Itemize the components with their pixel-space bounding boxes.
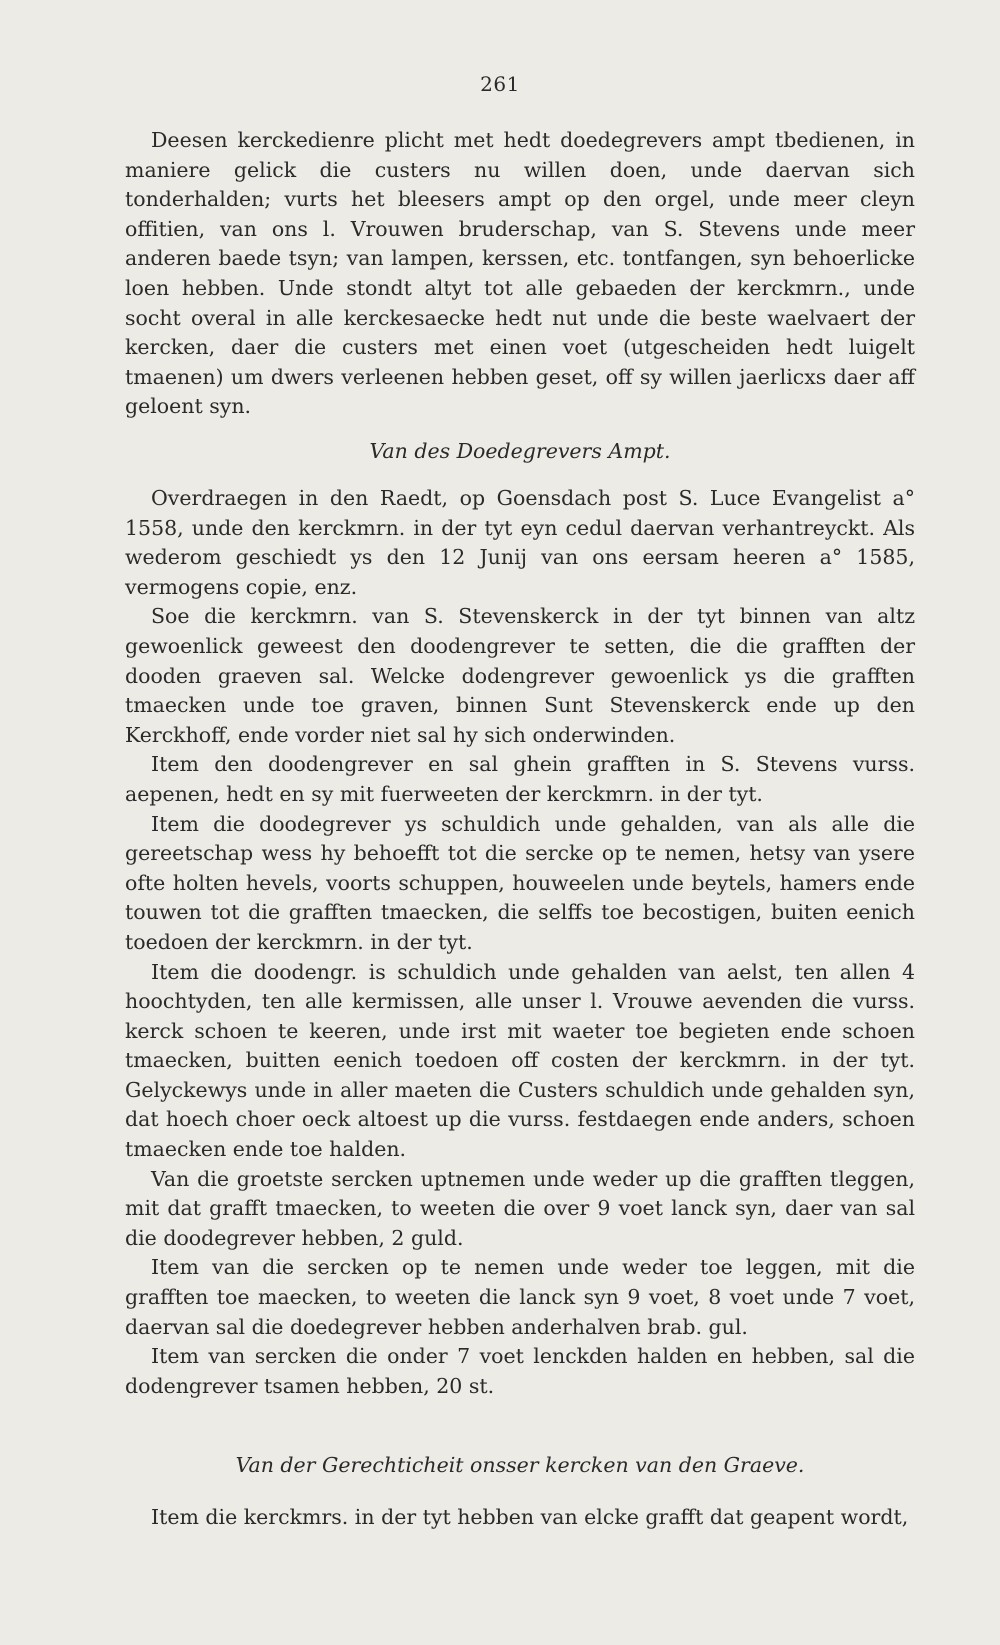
paragraph: Overdraegen in den Raedt, op Goensdach post S. Luce Evangelist a° 1558, unde den kerckmrn. in der tyt eyn cedul daervan verhantreyckt. Als wederom geschiedt ys den 12 Junij van ons eersam heeren a° 1585, vermogens copie, enz.	[125, 486, 915, 599]
paragraph: Item die doodegrever ys schuldich unde gehalden, van als alle die gereetschap wess hy behoefft tot die sercke op te nemen, hetsy van ysere ofte holten hevels, voorts schuppen, houweelen unde beytels, hamers ende touwen tot die grafften tmaecken, die selffs toe becostigen, buiten eenich toedoen der kerckmrn. in der tyt.	[125, 811, 915, 954]
section-heading-gerechticheit: Van der Gerechticheit onsser kercken van den Graeve.	[235, 1453, 805, 1477]
top-text-block	[125, 126, 915, 422]
paragraph: Deesen kerckedienre plicht met hedt doedegrevers ampt tbedienen, in maniere gelick die custers nu willen doen, unde daervan sich tonderhalden; vurts het bleesers ampt op den orgel, unde meer cleyn offitien, van ons l. Vrouwen bruderschap, van S. Stevens unde meer anderen baede tsyn; van lampen, kerssen, etc. tontfangen, syn behoerlicke loen hebben. Unde stondt altyt tot alle gebaeden der kerckmrn., unde socht overal in alle kerckesaecke hedt nut unde die beste waelvaert der kercken, daer die custers met einen voet (utgescheiden hedt luigelt tmaenen) um dwers verleenen hebben geset, off sy willen jaerlicxs daer aff geloent syn.	[125, 128, 915, 419]
paragraph: Item die kerckmrs. in der tyt hebben van elcke grafft dat geapent wordt,	[151, 1505, 909, 1529]
middle-text-block	[125, 484, 915, 1401]
paragraph: Item van die sercken op te nemen unde weder toe leggen, mit die grafften toe maecken, to weeten die lanck syn 9 voet, 8 voet unde 7 voet, daervan sal die doedegrever hebben anderhalven brab. gul.	[125, 1255, 915, 1339]
paragraph: Item die doodengr. is schuldich unde gehalden van aelst, ten allen 4 hoochtyden, ten alle kermissen, alle unser l. Vrouwe aevenden die vurss. kerck schoen te keeren, unde irst mit waeter toe begieten ende schoen tmaecken, buitten eenich toedoen off costen der kerckmrn. in der tyt. Gelyckewys unde in aller maeten die Custers schuldich unde gehalden syn, dat hoech choer oeck altoest up die vurss. festdaegen ende anders, schoen tmaecken ende toe halden.	[125, 959, 915, 1162]
paragraph: Item den doodengrever en sal ghein grafften in S. Stevens vurss. aepenen, hedt en sy mit fuerweeten der kerckmrn. in der tyt.	[125, 752, 915, 806]
paragraph: Soe die kerckmrn. van S. Stevenskerck in der tyt binnen van altz gewoenlick geweest den doodengrever te setten, die die grafften der dooden graeven sal. Welcke dodengrever gewoenlick ys die grafften tmaecken unde toe graven, binnen Sunt Stevenskerck ende up den Kerckhoff, ende vorder niet sal hy sich onderwinden.	[125, 604, 915, 747]
page-number: 261	[480, 72, 520, 96]
section-heading-doedegrevers: Van des Doedegrevers Ampt.	[369, 439, 671, 463]
bottom-text-block	[125, 1503, 915, 1533]
paragraph: Van die groetste sercken uptnemen unde weder up die grafften tleggen, mit dat grafft tmaecken, to weeten die over 9 voet lanck syn, daer van sal die doodegrever hebben, 2 guld.	[125, 1166, 915, 1250]
paragraph: Item van sercken die onder 7 voet lenckden halden en hebben, sal die dodengrever tsamen hebben, 20 st.	[125, 1344, 915, 1398]
